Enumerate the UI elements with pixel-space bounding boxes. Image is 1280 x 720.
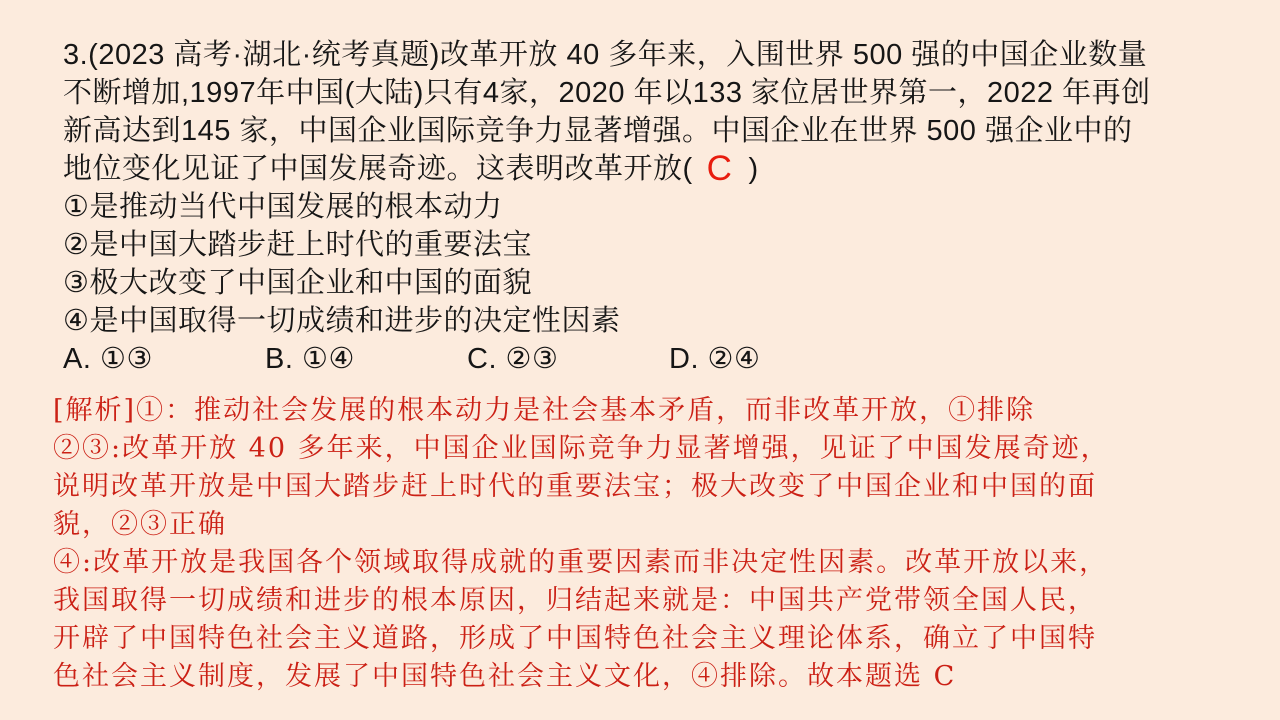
answer-letter: C <box>706 149 733 188</box>
analysis-line-6: 我国取得一切成绩和进步的根本原因，归结起来就是：中国共产党带领全国人民， <box>53 585 1097 616</box>
analysis-block <box>53 392 1232 696</box>
question-stem-line-3: 新高达到145 家，中国企业国际竞争力显著增强。中国企业在世界 500 强企业中的 <box>63 115 1133 147</box>
statement-2: ②是中国大踏步赶上时代的重要法宝 <box>63 229 532 261</box>
options-row <box>63 340 1232 378</box>
analysis-line-8: 色社会主义制度，发展了中国特色社会主义文化，④排除。故本题选 C <box>53 661 957 692</box>
question-stem-line-1: 3.(2023 高考·湖北·统考真题)改革开放 40 多年来，入围世界 500 强的中国企业数量 <box>63 39 1148 71</box>
analysis-line-4: 貌，②③正确 <box>53 509 227 540</box>
analysis-line-2: ②③:改革开放 40 多年来，中国企业国际竞争力显著增强，见证了中国发展奇迹， <box>53 433 1110 464</box>
analysis-line-3: 说明改革开放是中国大踏步赶上时代的重要法宝；极大改变了中国企业和中国的面 <box>53 471 1097 502</box>
statement-1: ①是推动当代中国发展的根本动力 <box>63 191 503 223</box>
option-b: B. ①④ <box>265 343 355 375</box>
option-c: C. ②③ <box>467 343 559 375</box>
question-block <box>58 36 1232 378</box>
statement-4: ④是中国取得一切成绩和进步的决定性因素 <box>63 305 621 337</box>
statement-3: ③极大改变了中国企业和中国的面貌 <box>63 267 532 299</box>
analysis-line-5: ④:改革开放是我国各个领域取得成就的重要因素而非决定性因素。改革开放以来， <box>53 547 1109 578</box>
analysis-line-1: [解析]①：推动社会发展的根本动力是社会基本矛盾，而非改革开放，①排除 <box>53 395 1036 426</box>
analysis-line-7: 开辟了中国特色社会主义道路，形成了中国特色社会主义理论体系，确立了中国特 <box>53 623 1097 654</box>
question-stem-line-4-post: ) <box>748 153 759 185</box>
option-a: A. ①③ <box>63 343 153 375</box>
question-stem-line-4 <box>63 150 1232 188</box>
question-stem-line-4-pre: 地位变化见证了中国发展奇迹。这表明改革开放( <box>63 153 693 185</box>
question-stem-line-2: 不断增加,1997年中国(大陆)只有4家，2020 年以133 家位居世界第一，2022 年再创 <box>63 77 1151 109</box>
option-d: D. ②④ <box>669 343 761 375</box>
